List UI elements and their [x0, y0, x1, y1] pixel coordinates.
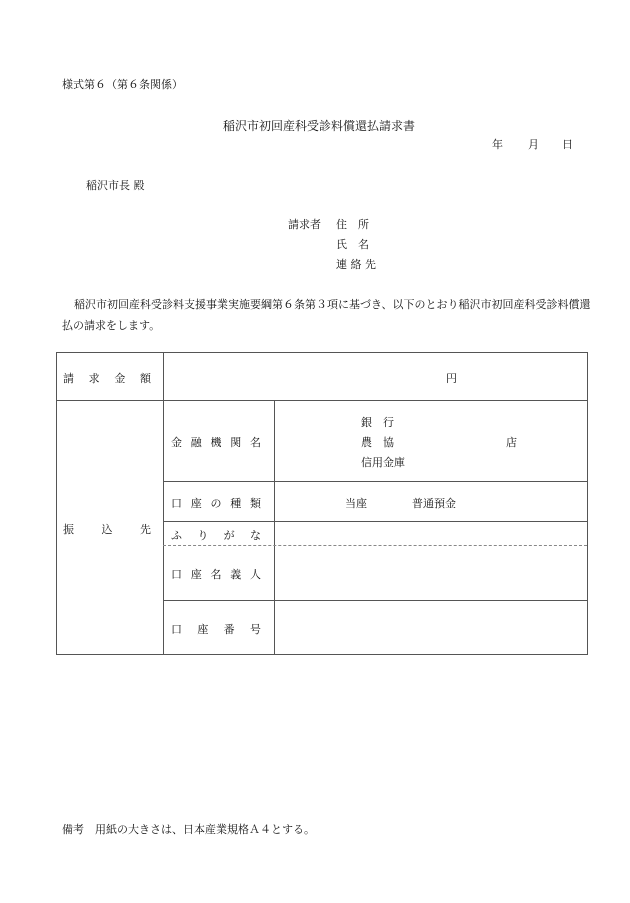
label-char: ふ	[171, 529, 182, 542]
note: 備考 用紙の大きさは、日本産業規格Ａ４とする。	[62, 823, 315, 836]
claimant-address-label: 住 所	[336, 218, 369, 231]
label-char: 人	[250, 568, 261, 581]
account-number-label	[171, 621, 261, 637]
label-char: 名	[250, 436, 261, 449]
label-char: 求	[88, 372, 100, 385]
label-char: 号	[249, 623, 261, 636]
label-char: の	[210, 497, 222, 510]
label-char: 口	[171, 497, 182, 510]
amount-unit: 円	[446, 372, 457, 385]
label-char: 義	[230, 568, 242, 581]
label-char: 機	[210, 436, 222, 449]
label-char: 口	[171, 568, 182, 581]
label-char: 振	[63, 523, 74, 536]
label-char: 込	[101, 523, 113, 536]
furigana-field[interactable]	[275, 522, 587, 544]
label-char: 座	[197, 623, 209, 636]
label-char: 先	[140, 523, 151, 536]
institution-agri-coop[interactable]: 農 協	[361, 436, 394, 449]
branch-label: 店	[506, 436, 517, 449]
label-char: 金	[171, 436, 182, 449]
transfer-label	[63, 521, 151, 537]
claimant-name-label: 氏 名	[336, 238, 369, 251]
label-char: 種	[230, 497, 242, 510]
institution-shinkin[interactable]: 信用金庫	[361, 456, 405, 469]
account-holder-field[interactable]	[275, 546, 587, 599]
account-type-label	[171, 495, 261, 511]
claimant-contact-label: 連 絡 先	[336, 258, 376, 271]
label-char: 請	[63, 372, 74, 385]
label-char: り	[197, 529, 209, 542]
label-char: 名	[210, 568, 222, 581]
body-text: 稲沢市初回産科受診料支援事業実施要綱第６条第３項に基づき、以下のとおり稲沢市初回産科受診料償還払の請求をします。	[62, 298, 591, 332]
amount-field[interactable]	[164, 353, 587, 399]
date-year: 年	[492, 138, 503, 151]
date-day: 日	[562, 138, 573, 151]
label-char: 関	[230, 436, 242, 449]
account-holder-label	[171, 566, 261, 582]
label-char: 座	[190, 568, 202, 581]
amount-label	[63, 370, 151, 386]
institution-bank[interactable]: 銀 行	[361, 416, 394, 429]
form-number: 様式第６（第６条関係）	[62, 78, 183, 91]
account-type-current[interactable]: 当座	[345, 497, 367, 510]
label-char: 口	[171, 623, 182, 636]
account-type-ordinary[interactable]: 普通預金	[412, 497, 456, 510]
label-char: 額	[139, 372, 151, 385]
document-title: 稲沢市初回産科受診料償還払請求書	[223, 119, 416, 133]
furigana-label	[171, 527, 261, 543]
label-char: 座	[190, 497, 202, 510]
label-char: な	[249, 529, 261, 542]
label-char: 類	[250, 497, 261, 510]
label-char: 融	[190, 436, 202, 449]
label-char: が	[223, 529, 235, 542]
claimant-label: 請求者	[288, 218, 321, 231]
addressee: 稲沢市長 殿	[86, 179, 145, 192]
date-month: 月	[528, 138, 539, 151]
label-char: 番	[223, 623, 235, 636]
account-number-field[interactable]	[275, 601, 587, 654]
institution-label	[171, 434, 261, 450]
label-char: 金	[114, 372, 126, 385]
